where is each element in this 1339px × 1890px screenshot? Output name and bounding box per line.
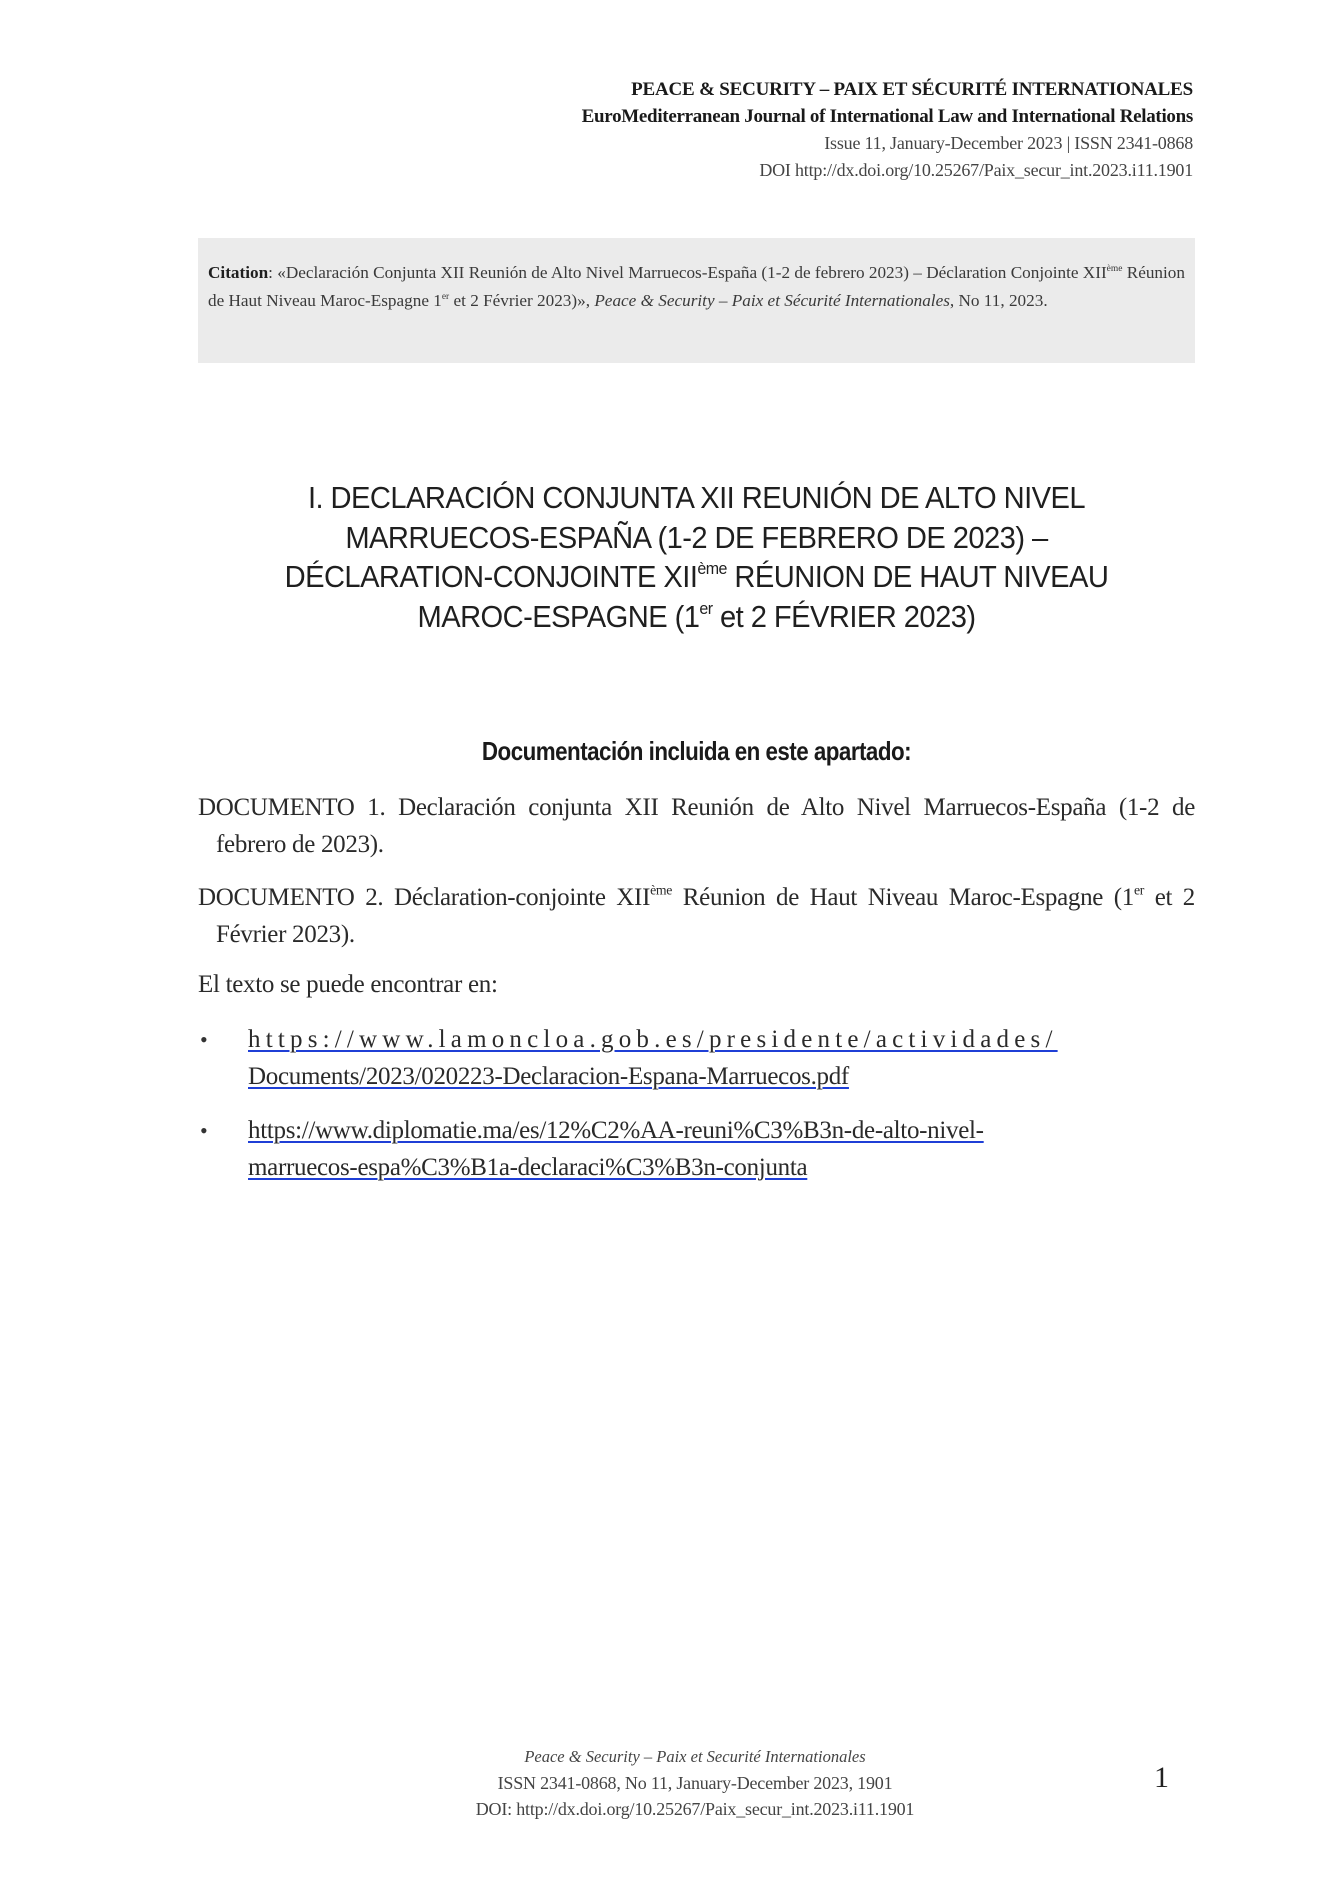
page-number: 1	[1154, 1761, 1169, 1794]
sources-label: El texto se puede encontrar en:	[198, 971, 498, 998]
title-part: DÉCLARATION-CONJOINTE XII	[284, 559, 698, 594]
issue-line: Issue 11, January-December 2023 | ISSN 2341-0868	[824, 133, 1193, 153]
citation-journal: Paix et Sécurité Internationales	[731, 290, 950, 310]
superscript: ème	[697, 559, 727, 579]
diplomatie-link[interactable]: https://www.diplomatie.ma/es/12%C2%AA-reuni%C3%B3n-de-alto-nivel-	[248, 1117, 984, 1144]
citation-text	[208, 259, 1185, 314]
citation-part: , No 11, 2023.	[949, 290, 1048, 310]
section-title	[228, 478, 1165, 636]
diplomatie-link-continued[interactable]: marruecos-espa%C3%B1a-declaraci%C3%B3n-conjunta	[248, 1154, 808, 1181]
footer-journal: Peace & Security – Paix et Securité Internationales	[524, 1747, 866, 1766]
bullet-icon: •	[200, 1027, 208, 1052]
citation-part: : «Declaración Conjunta XII Reunión de Alto Nivel Marruecos-España (1-2 de febrero 2023) – Déclaration Conjointe XII	[268, 263, 1107, 282]
superscript: er	[441, 291, 450, 302]
document-text: DOCUMENTO 2. Déclaration-conjointe XII	[198, 884, 651, 911]
superscript: er	[699, 598, 713, 618]
lamoncloa-link-continued[interactable]: Documents/2023/020223-Declaracion-Espana-Marruecos.pdf	[248, 1063, 849, 1090]
citation-part: –	[714, 290, 732, 310]
title-line	[228, 597, 1165, 637]
documents-heading: Documentación incluida en este apartado:	[481, 736, 912, 766]
link-list-item	[198, 1112, 1195, 1186]
title-part: MAROC-ESPAGNE (1	[417, 598, 700, 634]
superscript: ème	[650, 882, 673, 898]
document-text: DOCUMENTO 1. Declaración conjunta XII Reunión de Alto Nivel Marruecos-España (1-2 de febrero de 2023).	[198, 794, 1195, 858]
footer-doi: DOI: http://dx.doi.org/10.25267/Paix_secur_int.2023.i11.1901	[475, 1799, 915, 1819]
doi-line: DOI http://dx.doi.org/10.25267/Paix_secur_int.2023.i11.1901	[759, 160, 1193, 180]
journal-header	[582, 76, 1193, 184]
document-item	[198, 879, 1195, 953]
title-line: MARRUECOS-ESPAÑA (1-2 DE FEBRERO DE 2023) –	[345, 519, 1048, 555]
document-text: et 2 Février 2023).	[216, 884, 1195, 948]
title-part: et 2 FÉVRIER 2023)	[712, 598, 976, 634]
link-list-item	[198, 1021, 1195, 1095]
superscript: er	[1133, 882, 1145, 898]
source-links	[198, 1021, 1195, 1203]
document-item	[198, 789, 1195, 863]
citation-box	[198, 238, 1195, 363]
title-line	[228, 557, 1165, 597]
citation-label: Citation	[208, 263, 269, 282]
page-footer	[400, 1744, 990, 1822]
title-line: I. DECLARACIÓN CONJUNTA XII REUNIÓN DE ALTO NIVEL	[307, 480, 1086, 515]
journal-subtitle: EuroMediterranean Journal of International Law and International Relations	[581, 106, 1193, 127]
title-part: RÉUNION DE HAUT NIVEAU	[726, 559, 1109, 594]
citation-journal: Peace & Security	[594, 290, 715, 310]
lamoncloa-link[interactable]: https://www.lamoncloa.gob.es/presidente/actividades/	[248, 1026, 1058, 1053]
citation-part: Réunion de Haut Niveau Maroc-Espagne 1	[208, 263, 1185, 310]
journal-title: PEACE & SECURITY – PAIX ET SÉCURITÉ INTERNATIONALES	[631, 79, 1193, 100]
document-list	[198, 789, 1195, 969]
citation-part: et 2 Février 2023)»,	[449, 290, 595, 310]
superscript: ème	[1106, 263, 1123, 274]
footer-issn: ISSN 2341-0868, No 11, January-December 2023, 1901	[497, 1773, 893, 1793]
document-text: Réunion de Haut Niveau Maroc-Espagne (1	[672, 884, 1134, 911]
bullet-icon: •	[200, 1118, 208, 1143]
